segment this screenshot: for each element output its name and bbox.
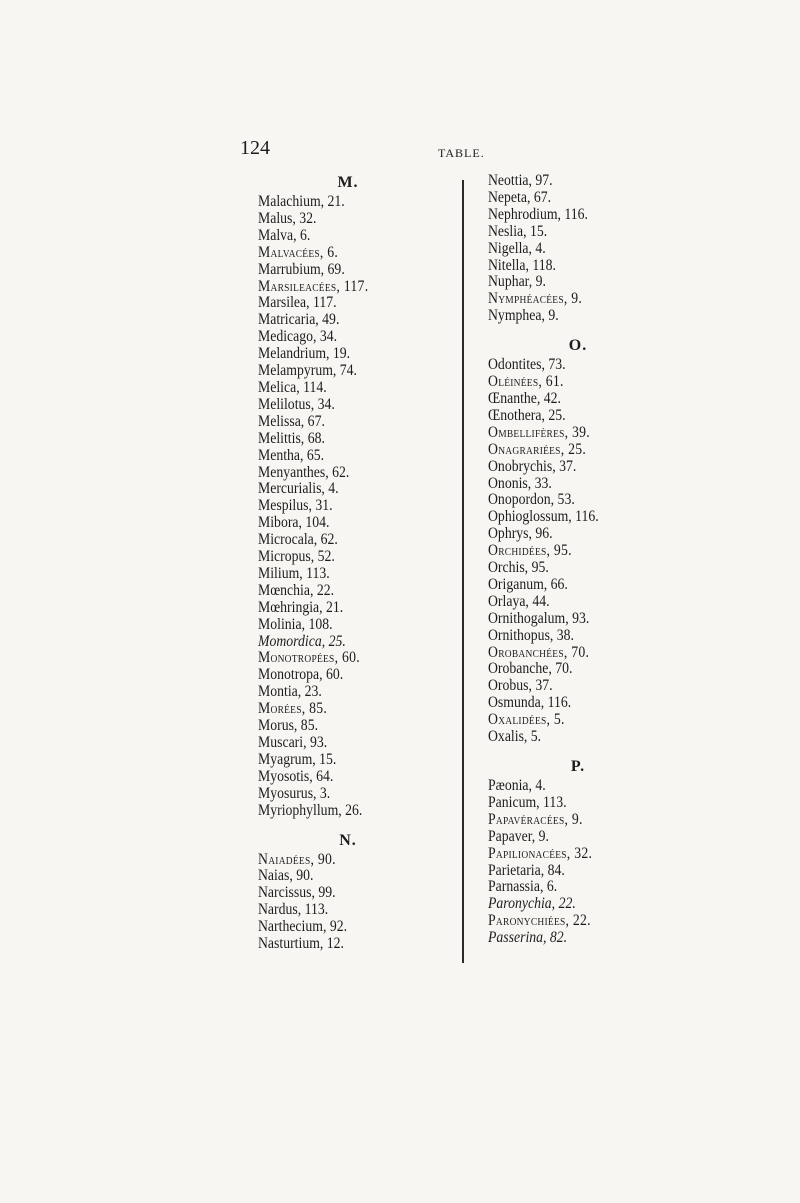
index-entry: Passerina, 82.: [488, 929, 568, 947]
index-entry: Orobus, 37.: [488, 677, 553, 695]
index-entry: Nepeta, 67.: [488, 188, 552, 206]
index-entry: Menyanthes, 62.: [258, 463, 350, 481]
section-letter-heading: O.: [568, 337, 588, 355]
index-entry: Onopordon, 53.: [488, 491, 575, 509]
index-column-left: [258, 172, 458, 953]
index-entry-family: Monotropées, 60.: [258, 649, 360, 667]
index-entry: Neottia, 97.: [488, 172, 553, 189]
index-entry: Onobrychis, 37.: [488, 457, 577, 475]
index-entry: Papaver, 9.: [488, 827, 549, 845]
column-divider: [462, 180, 464, 963]
section-spacer: [258, 820, 458, 830]
index-entry: Malva, 6.: [258, 226, 311, 244]
index-entry-family: Naiadées, 90.: [258, 850, 336, 868]
index-entry: Melandrium, 19.: [258, 345, 351, 363]
index-entry-family: Morées, 85.: [258, 700, 328, 718]
index-entry: Nymphea, 9.: [488, 307, 559, 325]
index-entry: Narthecium, 92.: [258, 918, 348, 936]
index-entry: Oxalis, 5.: [488, 728, 542, 746]
index-entry: Melittis, 68.: [258, 429, 325, 447]
index-entry: Naias, 90.: [258, 867, 314, 885]
index-entry: Orobanche, 70.: [488, 660, 573, 678]
index-entry: Molinia, 108.: [258, 615, 333, 633]
index-entry: Parnassia, 6.: [488, 878, 558, 896]
index-entry: Orchis, 95.: [488, 559, 549, 577]
index-entry: Ophioglossum, 116.: [488, 508, 599, 526]
index-column-right: [488, 173, 688, 947]
section-spacer: [488, 325, 688, 335]
index-entry-family: Marsileacées, 117.: [258, 277, 369, 295]
index-entry: Muscari, 93.: [258, 734, 328, 751]
index-entry: Osmunda, 116.: [488, 694, 572, 712]
index-entry-family: Ombellifères, 39.: [488, 423, 591, 441]
index-entry-family: Oxalidées, 5.: [488, 711, 565, 729]
index-entry-family: Paronychiées, 22.: [488, 912, 591, 930]
index-entry: Malus, 32.: [258, 209, 317, 227]
index-entry: Paronychia, 22.: [488, 895, 576, 913]
running-head: TABLE.: [438, 146, 485, 160]
index-entry: Myosotis, 64.: [258, 767, 334, 785]
index-entry: Momordica, 25.: [258, 632, 346, 650]
index-entry: Montia, 23.: [258, 683, 322, 701]
index-entry: Milium, 113.: [258, 564, 330, 582]
index-entry: Medicago, 34.: [258, 328, 338, 346]
index-entry: Myriophyllum, 26.: [258, 801, 363, 819]
index-entry: Malachium, 21.: [258, 193, 345, 210]
index-entry: Parietaria, 84.: [488, 861, 565, 879]
index-entry-family: Papilionacées, 32.: [488, 844, 593, 862]
index-entry: Mœnchia, 22.: [258, 581, 335, 599]
index-entry-family: Oléinées, 61.: [488, 373, 564, 391]
index-entry: Panicum, 113.: [488, 793, 567, 811]
index-entry-family: Nymphéacées, 9.: [488, 290, 583, 308]
index-entry-family: Onagrariées, 25.: [488, 440, 587, 458]
index-entry: Ornithopus, 38.: [488, 626, 574, 644]
index-entry: Narcissus, 99.: [258, 884, 336, 902]
index-entry: Nasturtium, 12.: [258, 935, 344, 953]
index-entry: Nardus, 113.: [258, 901, 329, 919]
index-entry: Melissa, 67.: [258, 412, 325, 430]
index-entry: Orlaya, 44.: [488, 592, 550, 610]
index-entry: Œnanthe, 42.: [488, 389, 561, 407]
section-letter-heading: M.: [337, 174, 359, 191]
index-entry-family: Papavéracées, 9.: [488, 810, 583, 828]
section-spacer: [488, 746, 688, 756]
index-entry-family: Orchidées, 95.: [488, 542, 572, 560]
index-entry: Myagrum, 15.: [258, 750, 337, 768]
index-entry: Nitella, 118.: [488, 256, 556, 274]
index-entry: Marrubium, 69.: [258, 260, 345, 278]
index-entry: Nuphar, 9.: [488, 273, 546, 291]
index-entry: Monotropa, 60.: [258, 666, 344, 684]
index-entry: Melica, 114.: [258, 378, 327, 396]
index-entry: Mibora, 104.: [258, 514, 330, 532]
index-entry: Melilotus, 34.: [258, 395, 335, 413]
index-entry: Matricaria, 49.: [258, 311, 340, 329]
index-entry: Mœhringia, 21.: [258, 598, 344, 616]
index-entry: Myosurus, 3.: [258, 784, 331, 802]
index-entry: Origanum, 66.: [488, 575, 568, 593]
index-entry: Mespilus, 31.: [258, 497, 333, 515]
index-entry: Mercurialis, 4.: [258, 480, 339, 498]
index-entry: Odontites, 73.: [488, 356, 566, 374]
index-entry-family: Orobanchées, 70.: [488, 643, 590, 661]
index-entry: Microcala, 62.: [258, 531, 338, 549]
index-entry: Micropus, 52.: [258, 548, 335, 566]
index-entry-family: Malvacées, 6.: [258, 243, 339, 261]
section-letter-heading: P.: [570, 758, 586, 775]
section-letter-heading: N.: [339, 831, 357, 849]
index-entry: Ophrys, 96.: [488, 525, 553, 543]
index-entry: Nigella, 4.: [488, 239, 546, 257]
index-entry: Neslia, 15.: [488, 222, 548, 240]
index-entry: Mentha, 65.: [258, 446, 325, 464]
index-entry: Œnothera, 25.: [488, 406, 566, 424]
index-entry: Melampyrum, 74.: [258, 362, 357, 380]
index-entry: Morus, 85.: [258, 717, 319, 735]
index-entry: Ornithogalum, 93.: [488, 609, 590, 627]
index-entry: Marsilea, 117.: [258, 294, 337, 312]
index-entry: Nephrodium, 116.: [488, 205, 589, 223]
index-entry: Ononis, 33.: [488, 474, 552, 492]
page-number: 124: [240, 137, 270, 159]
index-entry: Pæonia, 4.: [488, 777, 546, 794]
